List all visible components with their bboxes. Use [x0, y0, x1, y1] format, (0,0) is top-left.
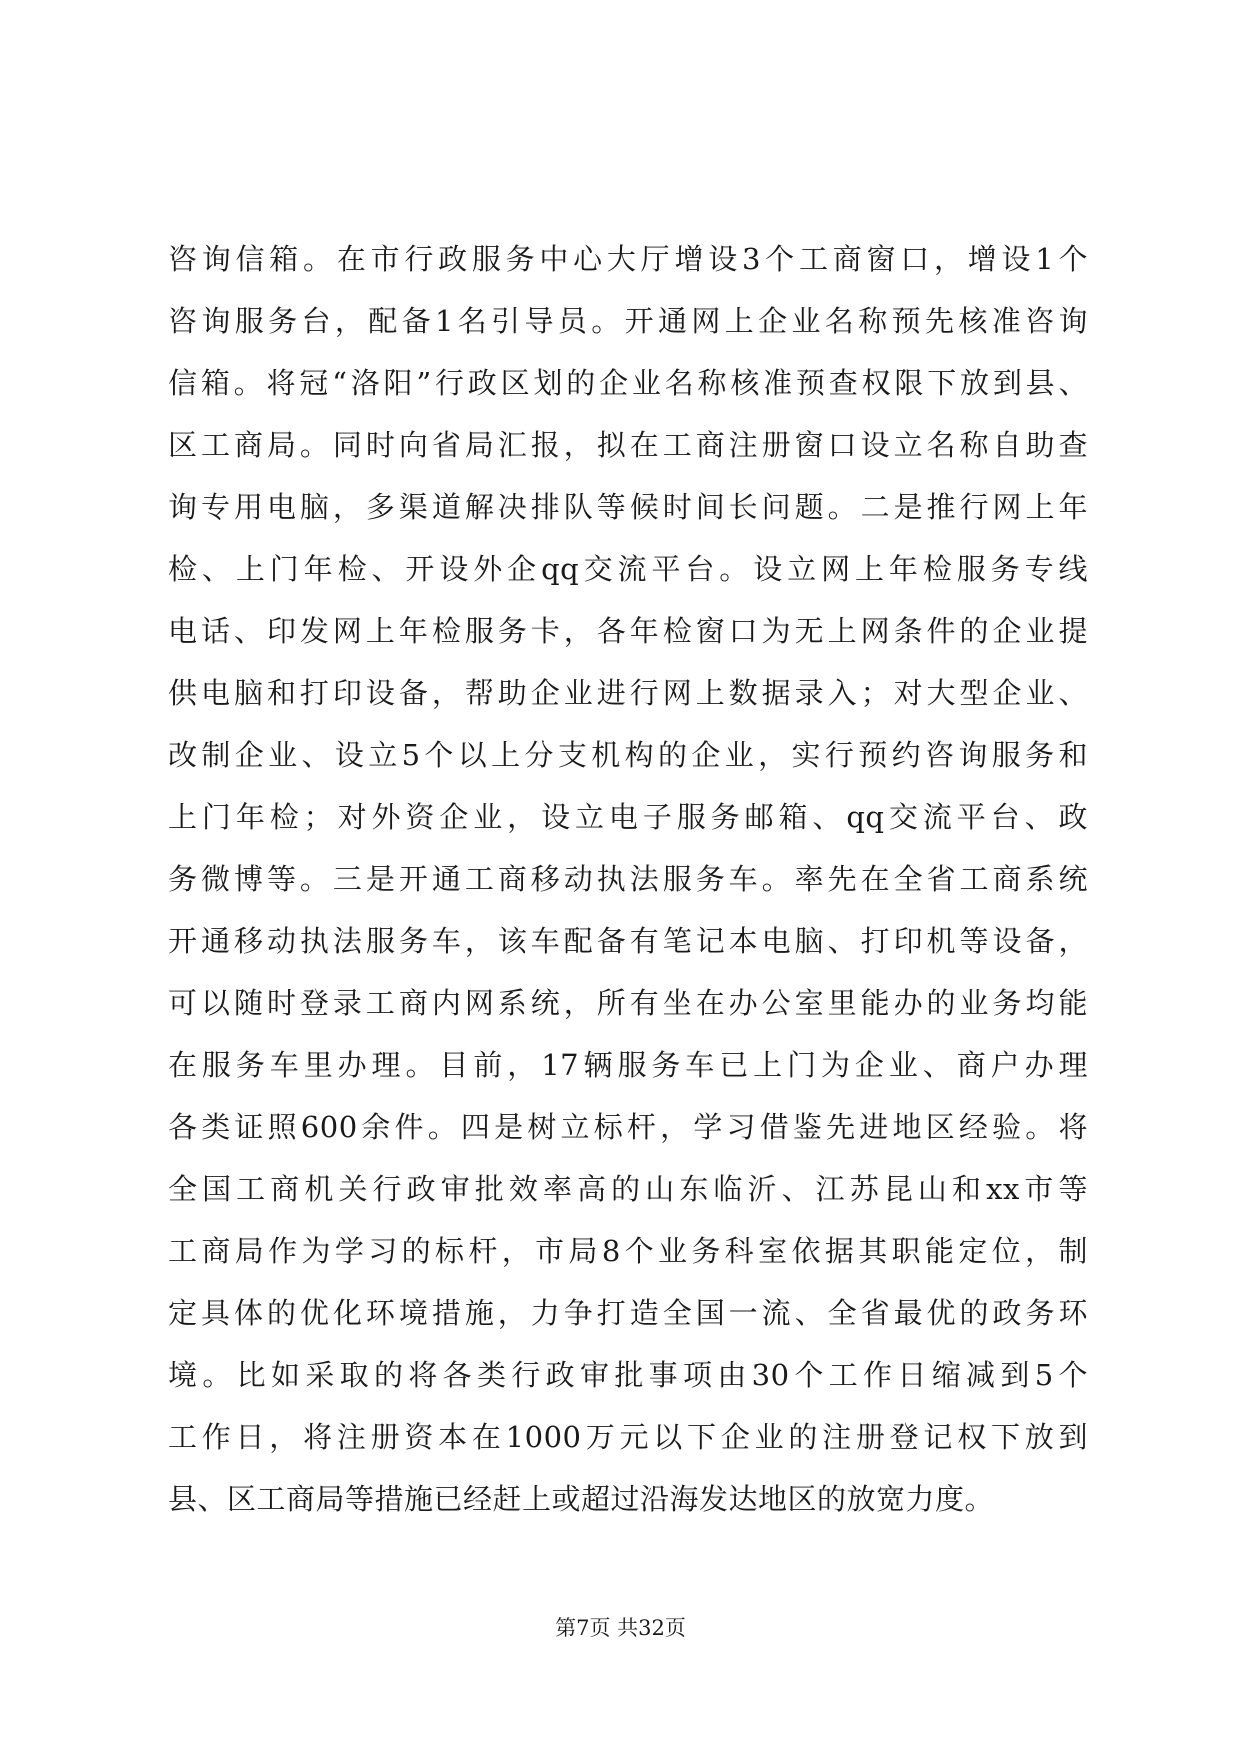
text-line: 各类证照600余件。四是树立标杆，学习借鉴先进地区经验。将: [168, 1110, 1088, 1144]
text-line: 县、区工商局等措施已经赶上或超过沿海发达地区的放宽力度。: [168, 1482, 995, 1516]
text-line: 开通移动执法服务车，该车配备有笔记本电脑、打印机等设备，: [168, 924, 1088, 958]
text-line: 在服务车里办理。目前，17辆服务车已上门为企业、商户办理: [168, 1048, 1088, 1082]
text-line: 信箱。将冠“洛阳”行政区划的企业名称核准预查权限下放到县、: [168, 366, 1088, 400]
page-number-footer: 第7页 共32页: [555, 1616, 686, 1640]
text-line: 工作日，将注册资本在1000万元以下企业的注册登记权下放到: [168, 1420, 1088, 1454]
text-line: 区工商局。同时向省局汇报，拟在工商注册窗口设立名称自助查: [168, 428, 1088, 462]
text-line: 务微博等。三是开通工商移动执法服务车。率先在全省工商系统: [168, 862, 1088, 896]
text-line: 定具体的优化环境措施，力争打造全国一流、全省最优的政务环: [168, 1296, 1088, 1330]
text-line: 电话、印发网上年检服务卡，各年检窗口为无上网条件的企业提: [168, 614, 1088, 648]
text-line: 咨询信箱。在市行政服务中心大厅增设3个工商窗口，增设1个: [168, 242, 1088, 276]
text-line: 境。比如采取的将各类行政审批事项由30个工作日缩减到5个: [168, 1358, 1088, 1392]
text-line: 上门年检；对外资企业，设立电子服务邮箱、qq交流平台、政: [168, 800, 1088, 834]
body-text: [168, 228, 1088, 1530]
text-line: 工商局作为学习的标杆，市局8个业务科室依据其职能定位，制: [168, 1234, 1088, 1268]
text-line: 供电脑和打印设备，帮助企业进行网上数据录入；对大型企业、: [168, 676, 1088, 710]
text-line: 全国工商机关行政审批效率高的山东临沂、江苏昆山和xx市等: [168, 1172, 1088, 1206]
text-line: 检、上门年检、开设外企qq交流平台。设立网上年检服务专线: [168, 552, 1088, 586]
text-line: 咨询服务台，配备1名引导员。开通网上企业名称预先核准咨询: [168, 304, 1088, 338]
text-line: 改制企业、设立5个以上分支机构的企业，实行预约咨询服务和: [168, 738, 1088, 772]
text-line: 可以随时登录工商内网系统，所有坐在办公室里能办的业务均能: [168, 986, 1088, 1020]
text-line: 询专用电脑，多渠道解决排队等候时间长问题。二是推行网上年: [168, 490, 1088, 524]
